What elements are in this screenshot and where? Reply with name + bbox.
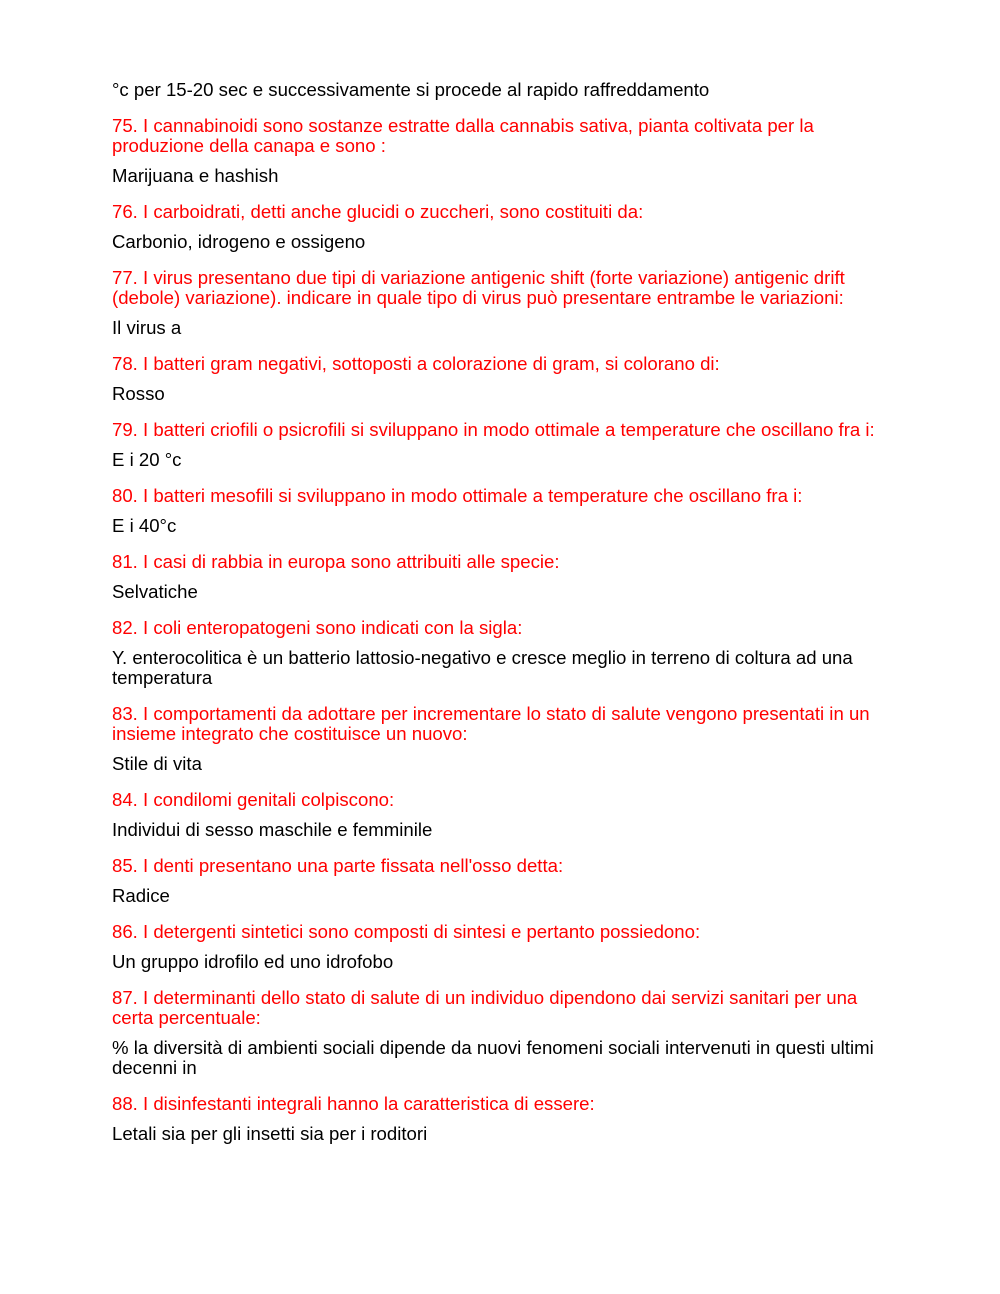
question-text: 88. I disinfestanti integrali hanno la caratteristica di essere: [112, 1093, 595, 1114]
question-text: 78. I batteri gram negativi, sottoposti a colorazione di gram, si colorano di: [112, 353, 720, 374]
qa-item-80 [112, 486, 902, 536]
qa-item-83 [112, 704, 902, 774]
qa-item-85 [112, 856, 902, 906]
qa-item-79 [112, 420, 902, 470]
answer-text: Stile di vita [112, 753, 202, 774]
question-text: 86. I detergenti sintetici sono composti di sintesi e pertanto possiedono: [112, 921, 701, 942]
question-text: 85. I denti presentano una parte fissata nell'osso detta: [112, 855, 564, 876]
qa-item-78 [112, 354, 902, 404]
qa-item-87 [112, 988, 902, 1078]
question-text: 75. I cannabinoidi sono sostanze estratte dalla cannabis sativa, pianta coltivata per la produzione della canapa e sono : [112, 115, 814, 156]
answer-text: Individui di sesso maschile e femminile [112, 819, 433, 840]
answer-text: E i 40°c [112, 515, 177, 536]
answer-text: % la diversità di ambienti sociali dipende da nuovi fenomeni sociali intervenuti in questi ultimi decenni in [112, 1037, 874, 1078]
answer-text: Marijuana e hashish [112, 165, 279, 186]
qa-item-76 [112, 202, 902, 252]
document-page [112, 80, 902, 1160]
qa-item-88 [112, 1094, 902, 1144]
question-text: 87. I determinanti dello stato di salute di un individuo dipendono dai servizi sanitari per una certa percentuale: [112, 987, 858, 1028]
qa-item-84 [112, 790, 902, 840]
intro-answer-text: °c per 15-20 sec e successivamente si procede al rapido raffreddamento [112, 79, 710, 100]
answer-text: Il virus a [112, 317, 182, 338]
answer-text: Radice [112, 885, 170, 906]
question-text: 79. I batteri criofili o psicrofili si sviluppano in modo ottimale a temperature che oscillano fra i: [112, 419, 875, 440]
question-text: 81. I casi di rabbia in europa sono attribuiti alle specie: [112, 551, 560, 572]
question-text: 76. I carboidrati, detti anche glucidi o zuccheri, sono costituiti da: [112, 201, 644, 222]
answer-text: Letali sia per gli insetti sia per i roditori [112, 1123, 428, 1144]
question-text: 77. I virus presentano due tipi di variazione antigenic shift (forte variazione) antigenic drift (debole) variazione). indicare in quale tipo di virus può presentare entrambe le variazioni: [112, 267, 845, 308]
answer-text: E i 20 °c [112, 449, 182, 470]
answer-text: Un gruppo idrofilo ed uno idrofobo [112, 951, 394, 972]
answer-text: Rosso [112, 383, 165, 404]
answer-text: Y. enterocolitica è un batterio lattosio-negativo e cresce meglio in terreno di coltura ad una temperatura [112, 647, 853, 688]
qa-item-77 [112, 268, 902, 338]
question-text: 82. I coli enteropatogeni sono indicati con la sigla: [112, 617, 523, 638]
qa-item-75 [112, 116, 902, 186]
question-text: 84. I condilomi genitali colpiscono: [112, 789, 395, 810]
question-text: 80. I batteri mesofili si sviluppano in modo ottimale a temperature che oscillano fra i: [112, 485, 803, 506]
answer-text: Carbonio, idrogeno e ossigeno [112, 231, 366, 252]
qa-item-86 [112, 922, 902, 972]
qa-item-82 [112, 618, 902, 688]
answer-text: Selvatiche [112, 581, 198, 602]
question-text: 83. I comportamenti da adottare per incrementare lo stato di salute vengono presentati in un insieme integrato che costituisce un nuovo: [112, 703, 870, 744]
qa-item-81 [112, 552, 902, 602]
